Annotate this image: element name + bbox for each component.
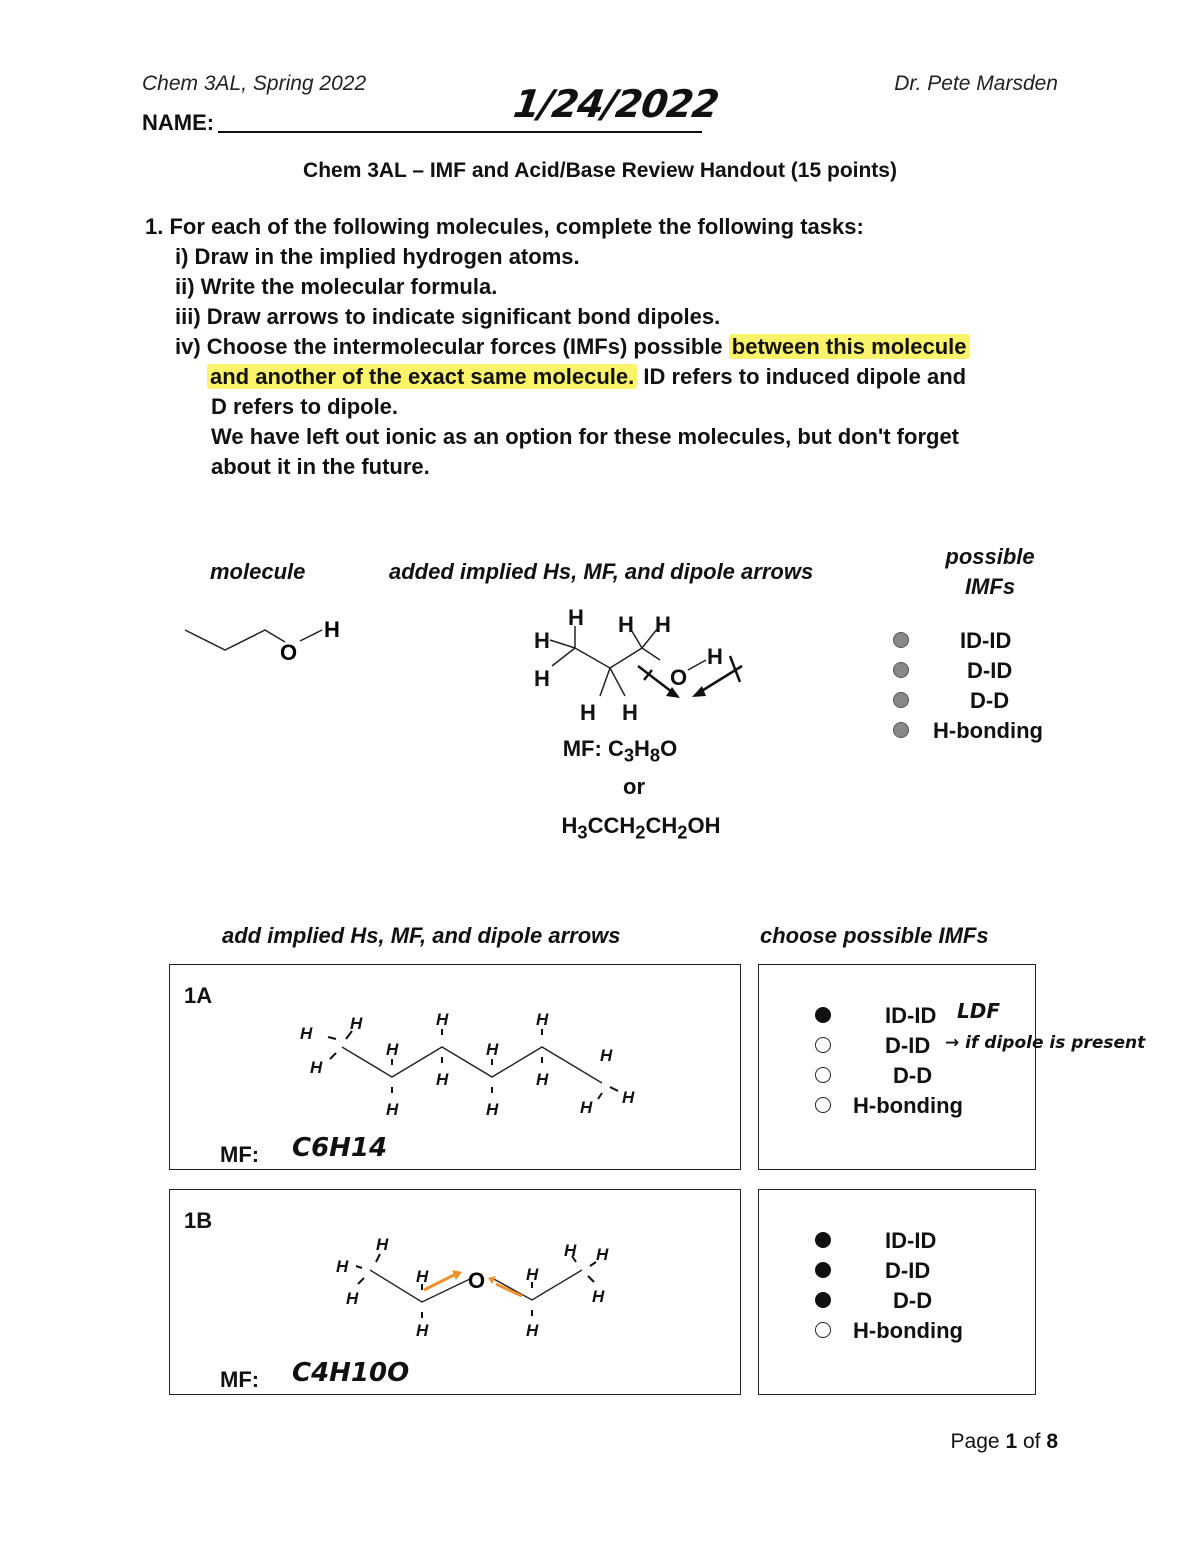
option-d-d: D-D [893,1063,933,1088]
task-iv-cont: and another of the exact same molecule. ID refers to induced dipole and [175,362,970,392]
radio-selected[interactable] [815,1007,831,1023]
name-line[interactable] [218,131,702,133]
h-mark: H [300,1024,313,1043]
o-label: O [670,665,688,690]
option-id-id: ID-ID [885,1003,937,1028]
radio-selected[interactable] [815,1262,831,1278]
option-id-id: ID-ID [885,1228,937,1253]
option-d-id: D-ID [885,1258,931,1283]
task-ii: ii) Write the molecular formula. [175,274,498,299]
handwritten-date: 1/24/2022 [510,82,721,126]
task-list [175,242,970,482]
h-mark: H [386,1040,399,1059]
page-title: Chem 3AL – IMF and Acid/Base Review Handout (15 points) [303,159,897,182]
h-mark: H [596,1245,609,1264]
mf-answer: C4H10O [292,1358,410,1388]
radio-empty[interactable] [815,1037,831,1053]
mf-answer: C6H14 [292,1133,388,1163]
task-iv-cont2: D refers to dipole. [211,394,399,419]
highlight-b: and another of the exact same molecule. [207,364,637,389]
option-d-d: D-D [970,688,1010,713]
h-label: H [655,612,671,637]
h-mark: H [436,1010,449,1029]
question-prompt-text: For each of the following molecules, complete the following tasks: [169,214,864,239]
radio-selected[interactable] [815,1232,831,1248]
handwritten-dipole-note: → if dipole is present [945,1033,1146,1053]
ionic-note-a: We have left out ionic as an option for these molecules, but don't forget [211,424,959,449]
option-h-bonding: H-bonding [933,718,1043,743]
atom-o: O [280,640,298,665]
instructor-label: Dr. Pete Marsden [894,72,1058,95]
radio-empty[interactable] [815,1322,831,1338]
radio-gray [893,662,909,678]
h-label: H [534,628,550,653]
h-mark: H [310,1058,323,1077]
ionic-note-b: about it in the future. [211,454,430,479]
h-mark: H [486,1100,499,1119]
atom-h: H [324,617,340,642]
h-mark: H [526,1321,539,1340]
option-h-bonding: H-bonding [853,1318,963,1343]
course-label: Chem 3AL, Spring 2022 [142,72,367,95]
h-mark: H [622,1088,635,1107]
hexane-structure [280,1001,660,1131]
h-mark: H [564,1241,577,1260]
h-mark: H [536,1010,549,1029]
option-id-id: ID-ID [960,628,1012,653]
h-mark: H [536,1070,549,1089]
problem-label: 1B [184,1208,213,1233]
h-label: H [580,700,596,725]
h-label: H [707,644,723,669]
example-skeletal-molecule [170,605,370,675]
example-expanded-molecule [520,600,760,730]
col-possible-imfs: possible IMFs [945,544,1035,599]
radio-gray [893,632,909,648]
problems-right-header: choose possible IMFs [760,923,989,948]
problem-1a-drawing-box[interactable] [169,964,741,1170]
h-mark: H [486,1040,499,1059]
h-mark: H [416,1267,429,1286]
h-mark: H [526,1265,539,1284]
col-molecule: molecule [210,559,306,584]
example-condensed: $H_3CCH_2CH_2OH$ [561,813,721,843]
radio-selected[interactable] [815,1292,831,1308]
o-label: O [468,1268,486,1293]
problem-1b-imf-box [758,1189,1036,1395]
h-label: H [618,612,634,637]
handwritten-ldf: LDF [957,999,1001,1023]
h-mark: H [350,1014,363,1033]
example-mf: MF: $C_3H_8O$ [562,736,678,766]
option-d-id: D-ID [967,658,1013,683]
h-mark: H [376,1235,389,1254]
radio-gray [893,722,909,738]
h-mark: H [600,1046,613,1065]
h-label: H [534,666,550,691]
question-number: 1. [145,214,164,239]
example-or: or [623,774,645,799]
h-mark: H [336,1257,349,1276]
h-mark: H [592,1287,605,1306]
mf-label: MF: [220,1367,260,1392]
problem-1a-imf-box [758,964,1146,1170]
task-iii: iii) Draw arrows to indicate significant bond dipoles. [175,304,721,329]
radio-empty[interactable] [815,1097,831,1113]
h-mark: H [416,1321,429,1340]
page-number: Page 1 of 8 [950,1430,1058,1453]
option-d-id: D-ID [885,1033,931,1058]
mf-label: MF: [220,1142,260,1167]
h-label: H [568,605,584,630]
col-added: added implied Hs, MF, and dipole arrows [389,559,814,584]
h-mark: H [346,1289,359,1308]
option-h-bonding: H-bonding [853,1093,963,1118]
question-prompt [145,212,864,242]
h-mark: H [436,1070,449,1089]
option-d-d: D-D [893,1288,933,1313]
h-label: H [622,700,638,725]
highlight-a: between this molecule [729,334,970,359]
h-mark: H [580,1098,593,1117]
name-label: NAME: [142,110,215,135]
radio-empty[interactable] [815,1067,831,1083]
problem-1b-drawing-box[interactable] [169,1189,741,1395]
h-mark: H [386,1100,399,1119]
task-i: i) Draw in the implied hydrogen atoms. [175,244,580,269]
problems-left-header: add implied Hs, MF, and dipole arrows [222,923,621,948]
diethyl-ether-structure [320,1230,640,1350]
radio-gray [893,692,909,708]
problem-label: 1A [184,983,213,1008]
task-iv: iv) Choose the intermolecular forces (IMFs) possible between this molecule [175,332,970,362]
